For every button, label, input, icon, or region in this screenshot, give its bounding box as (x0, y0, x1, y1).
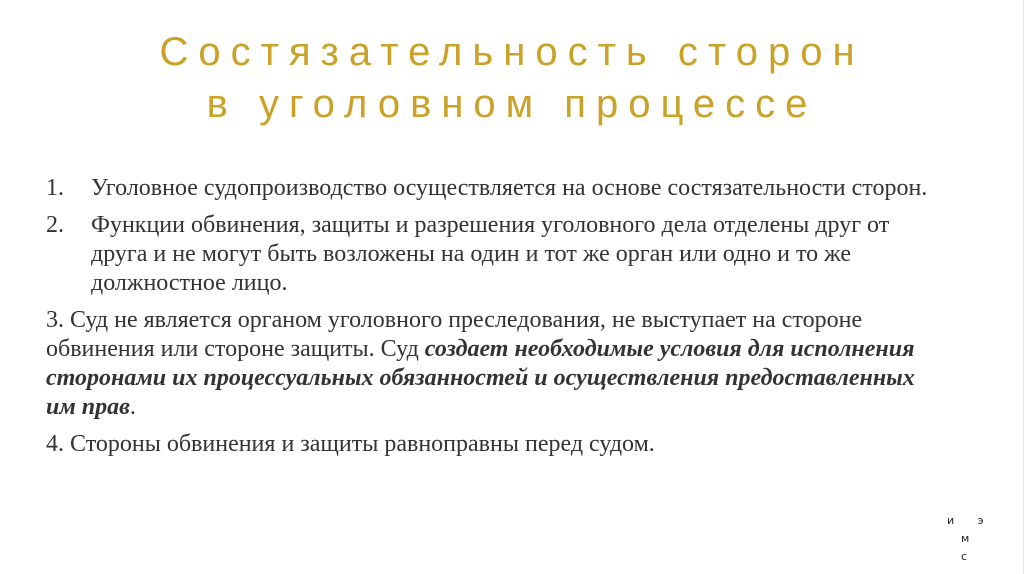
list-item-1-text: Уголовное судопроизводство осуществляется на основе состязательности сторон. (91, 175, 928, 201)
list-item-1-number: 1. (46, 175, 64, 201)
list-item-2-text: Функции обвинения, защиты и разрешения уголовного дела отделены друг от друга и не могут быть возложены на один и тот же орган или одно и то же должностное лицо. (91, 212, 890, 296)
slide-title-line-1: Состязательность сторон (159, 30, 865, 74)
slide-body (46, 174, 946, 467)
list-item-3-emphasis: создает необходимые условия для исполнения сторонами их процессуальных обязанностей и осуществления предоставленных им прав (46, 336, 915, 420)
imes-logo (947, 512, 1007, 566)
list-item-3-text: 3. Суд не является органом уголовного преследования, не выступает на стороне обвинения или стороне защиты. Суд (46, 307, 863, 362)
list-item-1 (46, 174, 946, 203)
list-item-4 (46, 430, 946, 459)
slide-title-line-2: в уголовном процессе (206, 82, 818, 126)
list-item-2 (46, 211, 946, 298)
list-item-2-number: 2. (46, 212, 64, 238)
list-item-4-text: 4. Стороны обвинения и защиты равноправны перед судом. (46, 431, 655, 457)
slide-title (0, 26, 1024, 130)
logo-row-1: и э (947, 514, 994, 527)
list-item-3 (46, 306, 946, 422)
list-item-3-end: . (129, 394, 136, 420)
logo-row-2: м с (961, 532, 980, 563)
